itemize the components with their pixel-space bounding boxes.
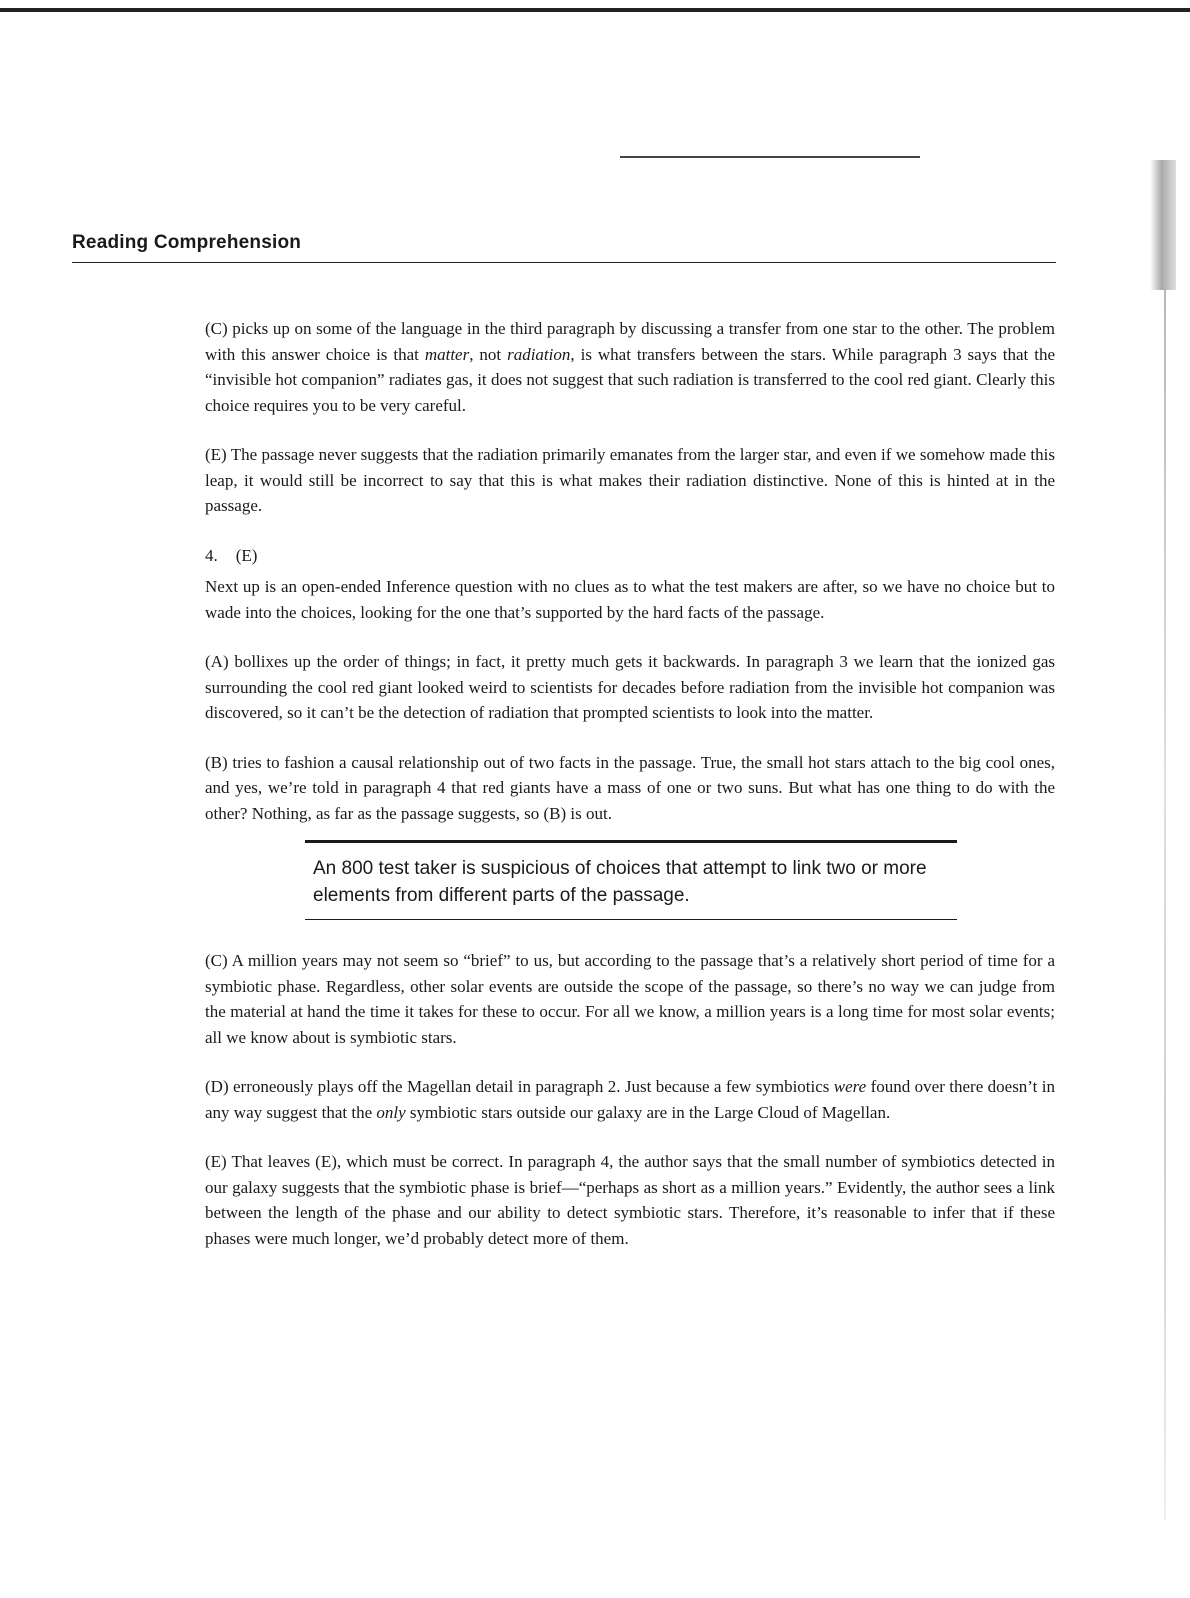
emphasis-were: were [833, 1077, 867, 1096]
running-header [72, 232, 1056, 263]
tip-callout: An 800 test taker is suspicious of choices that attempt to link two or more elements from different parts of the passage. [305, 840, 957, 920]
question-4-choice-a: (A) bollixes up the order of things; in fact, it pretty much gets it backwards. In paragraph 3 we learn that the ionized gas surrounding the cool red giant looked weird to scientists for decades before radiation from the invisible hot companion was discovered, so it can’t be the detection of radiation that prompted scientists to look into the matter. [205, 652, 1055, 722]
question-4-choice-c: (C) A million years may not seem so “brief” to us, but according to the passage that’s a relatively short period of time for a symbiotic phase. Regardless, other solar events are outside the scope of the passage, so there’s no way we can judge from the material at hand the time it takes for these to occur. For all we know, a million years is a long time for most solar events; all we know about is symbiotic stars. [205, 951, 1055, 1047]
explanation-choice-e: (E) The passage never suggests that the radiation primarily emanates from the larger star, and even if we somehow made this leap, it would still be incorrect to say that this is what makes their radiation distinctive. None of this is hinted at in the passage. [205, 445, 1055, 515]
scan-rule [620, 156, 920, 158]
explanation-choice-c: (C) picks up on some of the language in the third paragraph by discussing a transfer from one star to the other. The problem with this answer choice is that matter, not radiation, is what transfers between the stars. While paragraph 3 says that the “invisible hot companion” radiates gas, it does not suggest that such radiation is transferred to the cool red giant. Clearly this choice requires you to be very careful. [205, 319, 1055, 415]
question-4-intro: Next up is an open-ended Inference question with no clues as to what the test makers are after, so we have no choice but to wade into the choices, looking for the one that’s supported by the hard facts of the passage. [205, 577, 1055, 622]
question-4-choice-b: (B) tries to fashion a causal relationship out of two facts in the passage. True, the small hot stars attach to the big cool ones, and yes, we’re told in paragraph 4 that red giants have a mass of one or two suns. But what has one thing to do with the other? Nothing, as far as the passage suggests, so (B) is out. [205, 752, 1055, 823]
question-answer: (E) [235, 545, 258, 565]
question-4-choice-d: (D) erroneously plays off the Magellan detail in paragraph 2. Just because a few symbiotics were found over there doesn’t in any way suggest that the only symbiotic stars outside our galaxy are in the Large Cloud of Magellan. [205, 1077, 1055, 1122]
section-title: Reading Comprehension [72, 232, 302, 253]
question-4-choice-e: (E) That leaves (E), which must be correct. In paragraph 4, the author says that the small number of symbiotics detected in our galaxy suggests that the symbiotic phase is brief—“perhaps as short as a million years.” Evidently, the author sees a link between the length of the phase and our ability to detect symbiotic stars. Therefore, it’s reasonable to infer that if these phases were much longer, we’d probably detect more of them. [205, 1152, 1055, 1248]
scan-edge-line [1164, 290, 1166, 1520]
emphasis-radiation: radiation [507, 344, 571, 364]
question-heading [205, 543, 1055, 569]
scan-edge-shadow [1150, 160, 1176, 290]
emphasis-only: only [376, 1102, 406, 1122]
question-number: 4. [205, 545, 218, 565]
emphasis-matter: matter [424, 344, 470, 364]
top-rule [0, 8, 1190, 12]
page-body [205, 316, 1055, 1275]
